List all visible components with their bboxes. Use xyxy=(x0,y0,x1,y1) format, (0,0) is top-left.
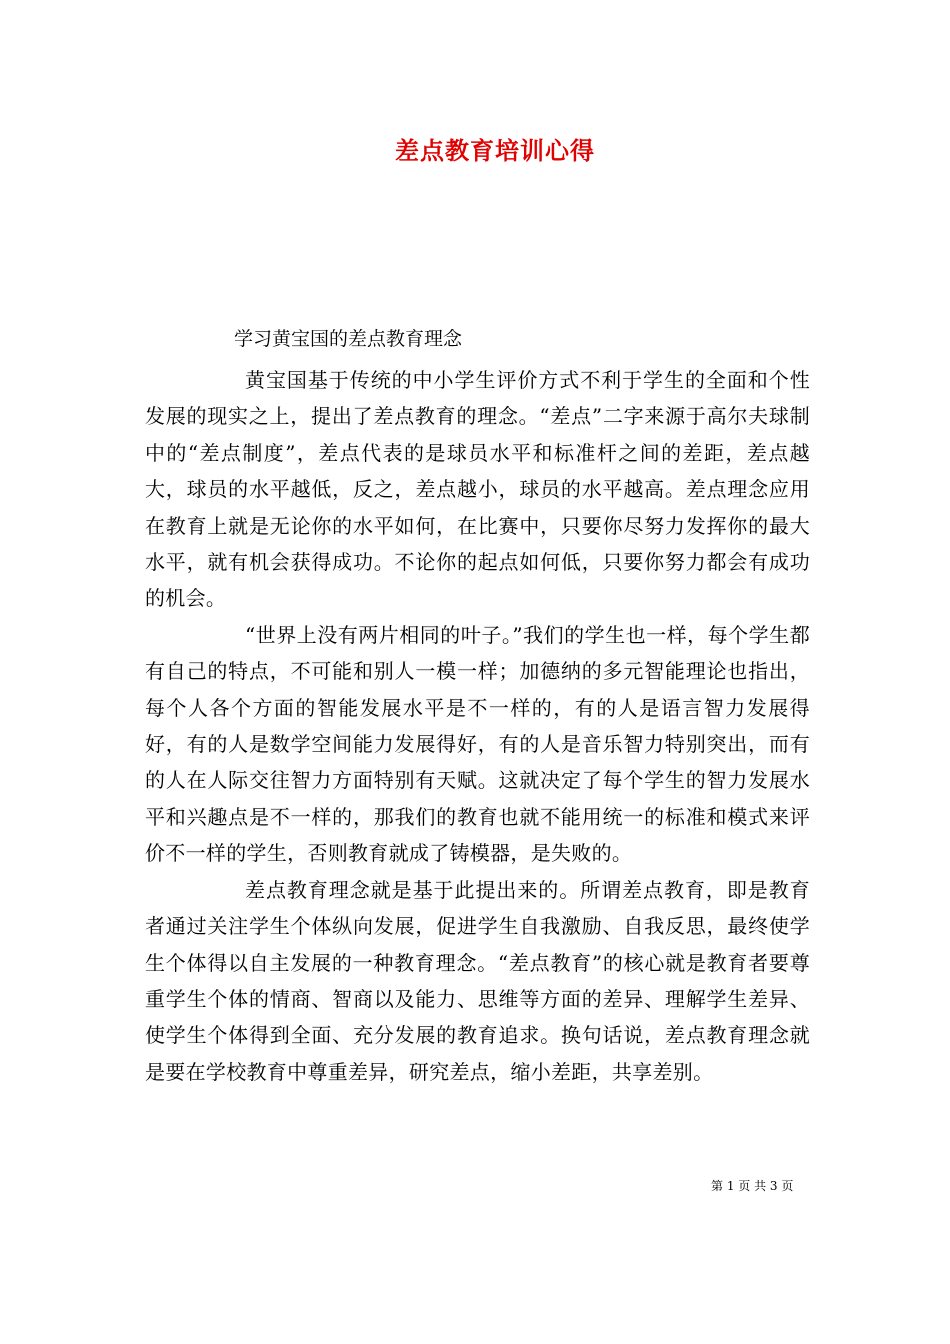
document-subtitle: 学习黄宝国的差点教育理念 xyxy=(234,328,463,350)
paragraph-1: 黄宝国基于传统的中小学生评价方式不利于学生的全面和个性发展的现实之上，提出了差点教育的理念。“差点”二字来源于高尔夫球制中的“差点制度”，差点代表的是球员水平和标准杆之间的差距，差点越大，球员的水平越低，反之，差点越小，球员的水平越高。差点理念应用在教育上就是无论你的水平如何，在比赛中，只要你尽努力发挥你的最大水平，就有机会获得成功。不论你的起点如何低，只要你努力都会有成功的机会。 xyxy=(145,368,810,611)
document-title: 差点教育培训心得 xyxy=(395,136,595,165)
paragraph-3: 差点教育理念就是基于此提出来的。所谓差点教育，即是教育者通过关注学生个体纵向发展，促进学生自我激励、自我反思，最终使学生个体得以自主发展的一种教育理念。“差点教育”的核心就是教育者要尊重学生个体的情商、智商以及能力、思维等方面的差异、理解学生差异、使学生个体得到全面、充分发展的教育追求。换句话说，差点教育理念就是要在学校教育中尊重差异，研究差点，缩小差距，共享差别。 xyxy=(145,877,810,1084)
document-body xyxy=(145,362,810,1090)
page-number-footer: 第 1 页 共 3 页 xyxy=(711,1179,794,1193)
paragraph-2: “世界上没有两片相同的叶子。”我们的学生也一样，每个学生都有自己的特点，不可能和别人一模一样；加德纳的多元智能理论也指出，每个人各个方面的智能发展水平是不一样的，有的人是语言智力发展得好，有的人是数学空间能力发展得好，有的人是音乐智力特别突出，而有的人在人际交往智力方面特别有天赋。这就决定了每个学生的智力发展水平和兴趣点是不一样的，那我们的教育也就不能用统一的标准和模式来评价不一样的学生，否则教育就成了铸模器，是失败的。 xyxy=(145,622,810,866)
